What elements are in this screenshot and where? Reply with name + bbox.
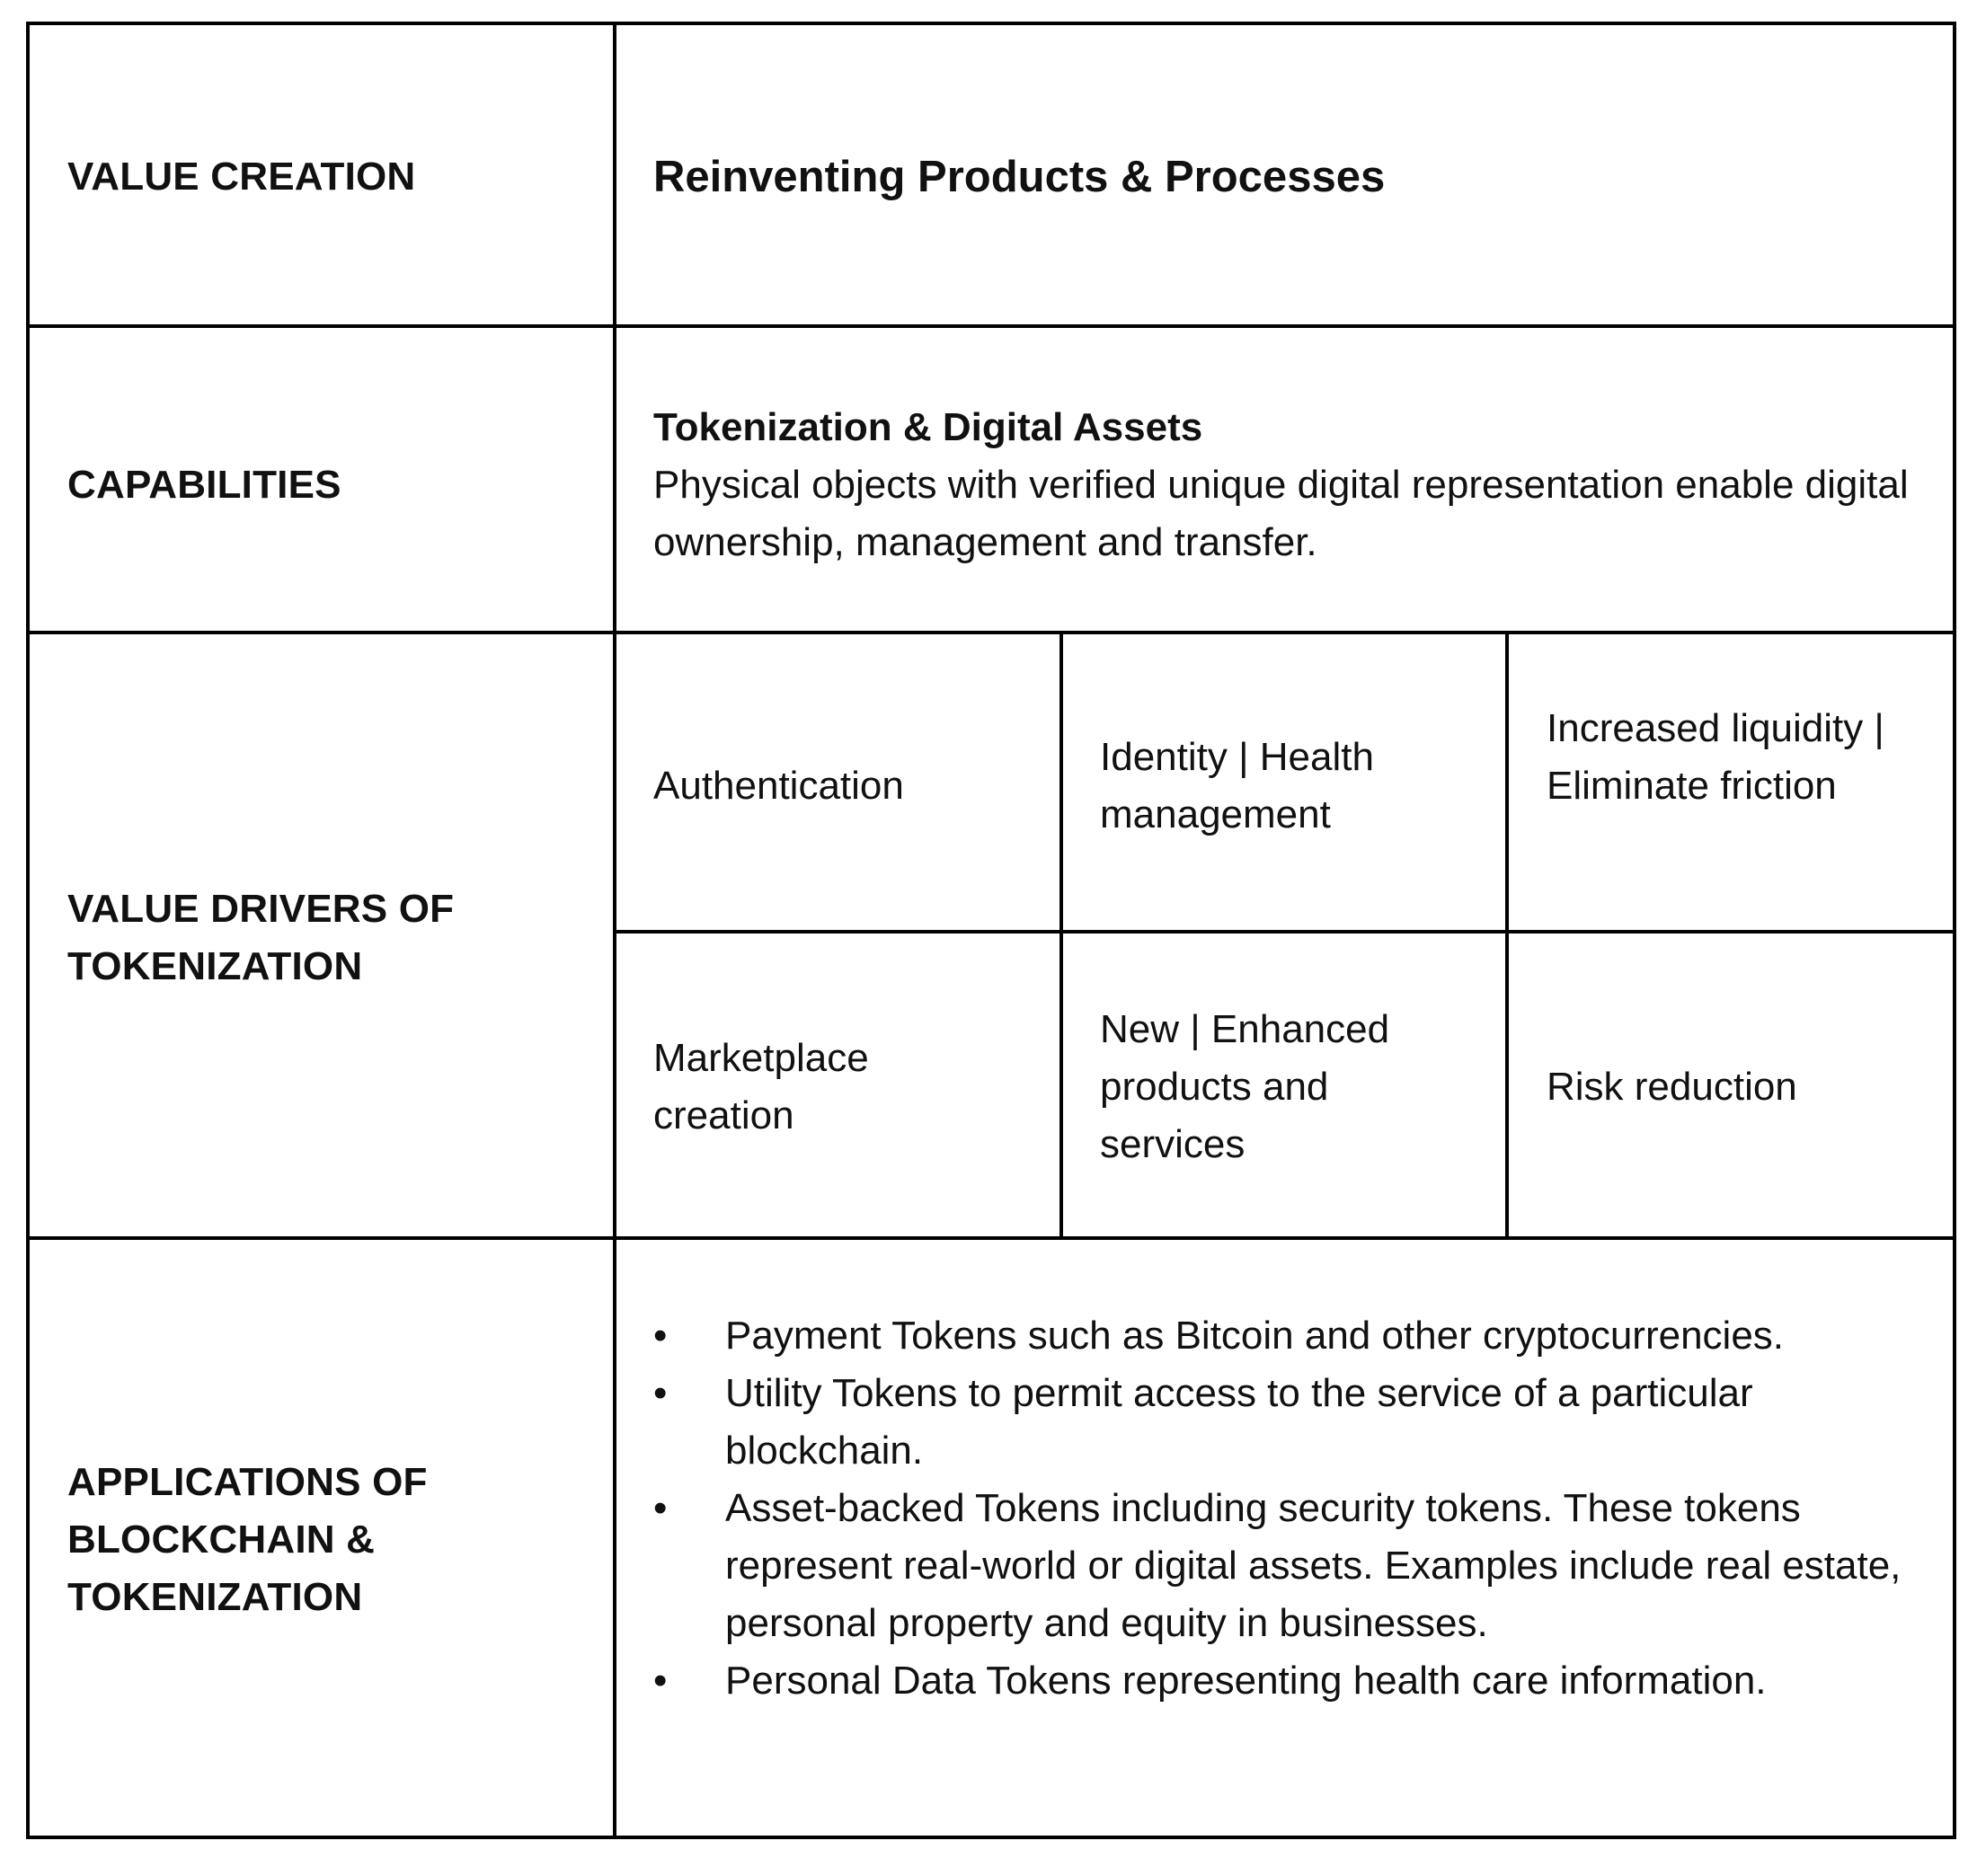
row-divider (26, 324, 1956, 328)
list-item-text: Personal Data Tokens representing health care information. (725, 1659, 1767, 1703)
value-driver-cell: Marketplace creation (653, 1036, 869, 1137)
value-drivers-label: VALUE DRIVERS OF TOKENIZATION (67, 887, 455, 988)
list-item (653, 1652, 1929, 1710)
capabilities-content (653, 399, 1929, 571)
list-item-text: Asset-backed Tokens including security tokens. These tokens represent real-world or digital assets. Examples include real estate, personal property and equity in businesses. (725, 1486, 1902, 1645)
list-item (653, 1480, 1929, 1652)
list-item-text: Utility Tokens to permit access to the service of a particular blockchain. (725, 1371, 1753, 1473)
row-divider (26, 1236, 1956, 1240)
row-divider (26, 631, 1956, 634)
capabilities-title: Tokenization & Digital Assets (653, 405, 1203, 449)
grid-divider (615, 930, 1956, 934)
capabilities-description: Physical objects with verified unique digital representation enable digital ownership, management and transfer. (653, 463, 1909, 564)
list-item (653, 1365, 1929, 1480)
applications-label: APPLICATIONS OF BLOCKCHAIN & TOKENIZATION (67, 1460, 428, 1619)
value-driver-cell: Identity | Health management (1100, 735, 1374, 836)
bullet-icon: • (653, 1659, 668, 1703)
value-driver-cell: Risk reduction (1547, 1065, 1797, 1109)
grid-divider (1505, 633, 1509, 1238)
capabilities-label: CAPABILITIES (67, 463, 341, 507)
bullet-icon: • (653, 1371, 668, 1415)
value-driver-cell: Increased liquidity | Eliminate friction (1547, 706, 1884, 808)
list-item-text: Payment Tokens such as Bitcoin and other cryptocurrencies. (725, 1314, 1785, 1358)
value-creation-label: VALUE CREATION (67, 155, 416, 199)
grid-divider (1059, 633, 1063, 1238)
list-item (653, 1307, 1929, 1365)
bullet-icon: • (653, 1314, 668, 1358)
value-driver-cell: New | Enhanced products and services (1100, 1007, 1390, 1166)
value-creation-content: Reinventing Products & Processes (653, 153, 1386, 201)
applications-list (653, 1307, 1929, 1710)
column-divider (613, 22, 616, 1839)
value-driver-cell: Authentication (653, 764, 904, 808)
bullet-icon: • (653, 1486, 668, 1530)
